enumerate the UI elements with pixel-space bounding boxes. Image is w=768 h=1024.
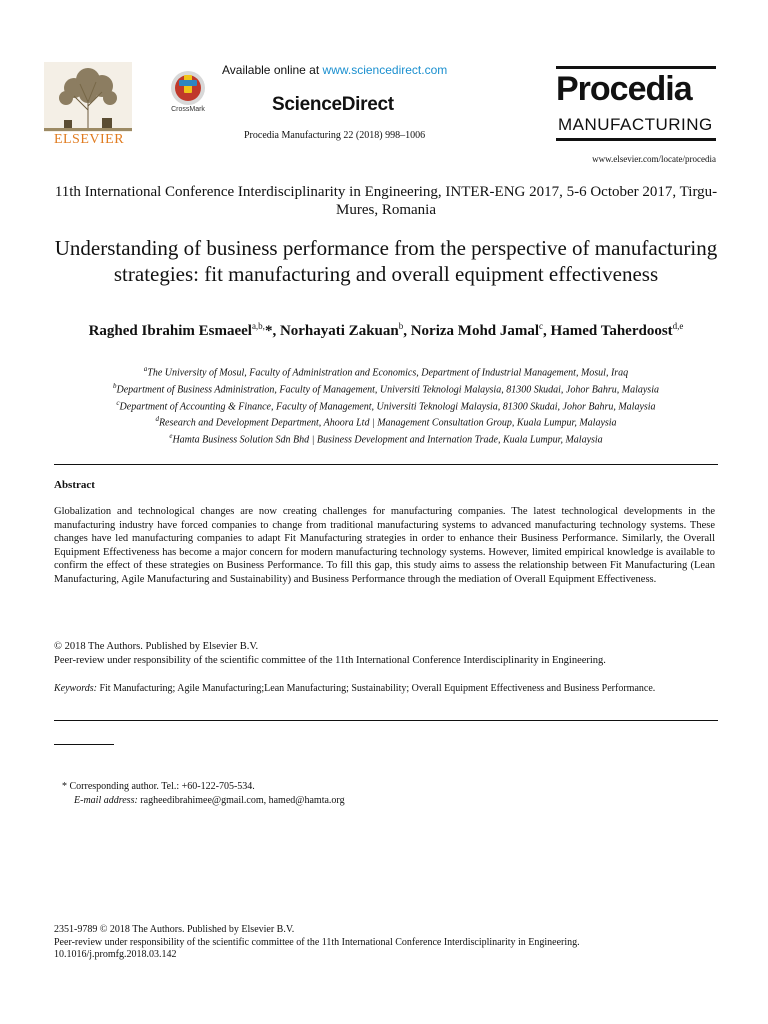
procedia-top-rule xyxy=(556,66,716,69)
affiliation-item: $^e$Hamta Business Solution Sdn Bhd | Business Development and Internation Trade, Kuala Lumpur, Malaysia xyxy=(169,432,603,446)
procedia-bottom-rule xyxy=(556,138,716,141)
author-4: Hamed Taherdoost$^{d,e}$ xyxy=(550,321,684,339)
paper-title: Understanding of business performance from the perspective of manufacturing strategies: fit manufacturing and overall equipment effectiveness xyxy=(54,236,718,286)
corresponding-author-note: * Corresponding author. Tel.: +60-122-705-534. xyxy=(62,781,255,792)
copyright-line: © 2018 The Authors. Published by Elsevier B.V. xyxy=(54,641,259,652)
author-list xyxy=(54,316,718,341)
available-online-text xyxy=(222,63,447,77)
page-footer xyxy=(54,924,718,962)
section-divider-top xyxy=(54,464,718,465)
affiliation-item: $^c$Department of Accounting & Finance, Faculty of Management, Universiti Teknologi Malaysia, 81300 Skudai, Johor Bahru, Malaysia xyxy=(116,398,656,412)
affiliation-item: $^a$The University of Mosul, Faculty of Administration and Economics, Department of Industrial Management, Mosul, Iraq xyxy=(143,365,629,379)
affiliation-list xyxy=(54,363,718,447)
abstract-heading: Abstract xyxy=(54,479,95,491)
sciencedirect-wordmark: ScienceDirect xyxy=(272,94,394,115)
email-addresses[interactable]: ragheedibrahimee@gmail.com, hamed@hamta.org xyxy=(137,795,345,806)
keywords-label: Keywords: xyxy=(54,683,97,694)
author-3: Noriza Mohd Jamal$^c$, xyxy=(410,321,551,339)
footer-issn-line: 2351-9789 © 2018 The Authors. Published by Elsevier B.V. xyxy=(54,924,295,935)
keywords-text: Fit Manufacturing; Agile Manufacturing;Lean Manufacturing; Sustainability; Overall Equipment Effectiveness and Business Performance. xyxy=(96,683,656,694)
available-prefix: Available online at xyxy=(222,63,323,77)
journal-reference: Procedia Manufacturing 22 (2018) 998–1006 xyxy=(244,130,426,141)
keywords-block xyxy=(54,682,718,695)
email-label: E-mail address: xyxy=(74,795,138,806)
procedia-logo-subtitle: MANUFACTURING xyxy=(558,115,713,134)
copyright-block xyxy=(54,640,718,667)
footnote-separator xyxy=(54,744,114,745)
affiliation-item: $^b$Department of Business Administration, Faculty of Management, Universiti Teknologi Malaysia, 81300 Skudai, Johor Bahru, Malaysia xyxy=(113,381,659,396)
footer-peer-review-line: Peer-review under responsibility of the scientific committee of the 11th International Conference Interdisciplinarity in Engineering. xyxy=(54,936,580,948)
conference-line: 11th International Conference Interdisciplinarity in Engineering, INTER-ENG 2017, 5-6 October 2017, Tirgu-Mures, Romania xyxy=(54,184,718,218)
affiliation-item: $^d$Research and Development Department, Ahoora Ltd | Management Consultation Group, Kuala Lumpur, Malaysia xyxy=(155,415,617,429)
author-1: Raghed Ibrahim Esmaeel$^{a,b,}$*, xyxy=(88,321,280,339)
procedia-logo-title: Procedia xyxy=(556,70,692,108)
sciencedirect-link[interactable]: www.sciencedirect.com xyxy=(322,63,448,77)
author-2: Norhayati Zakuan$^b$, xyxy=(279,321,411,339)
elsevier-journal-url[interactable]: www.elsevier.com/locate/procedia xyxy=(592,154,716,164)
elsevier-wordmark: ELSEVIER xyxy=(53,132,125,147)
email-note xyxy=(74,794,345,808)
footer-doi[interactable]: 10.1016/j.promfg.2018.03.142 xyxy=(54,949,177,960)
section-divider-bottom xyxy=(54,720,718,721)
abstract-text: Globalization and technological changes are now creating challenges for manufacturing companies. The latest technological developments in the manufacturing industry have forced companies to change from traditional manufacturing systems to advanced manufacturing technology systems. These changes have led manufacturing companies to adapt Fit Manufacturing strategies in order to enhance their Business Performance. Similarly, the Overall Equipment Effectiveness has become a major concern for modern manufacturing technology systems. However, limited empirical knowledge is available to confirm the effect of these strategies on Business Performance. To fill this gap, this study aims to assess the relationship between Fit Manufacturing (Lean Manufacturing, Agile Manufacturing and Sustainability) and Business Performance through the mediation of Overall Equipment Effectiveness. xyxy=(54,506,715,585)
peer-review-line: Peer-review under responsibility of the scientific committee of the 11th International Conference Interdisciplinarity in Engineering. xyxy=(54,654,606,666)
crossmark-label: CrossMark xyxy=(171,106,205,113)
